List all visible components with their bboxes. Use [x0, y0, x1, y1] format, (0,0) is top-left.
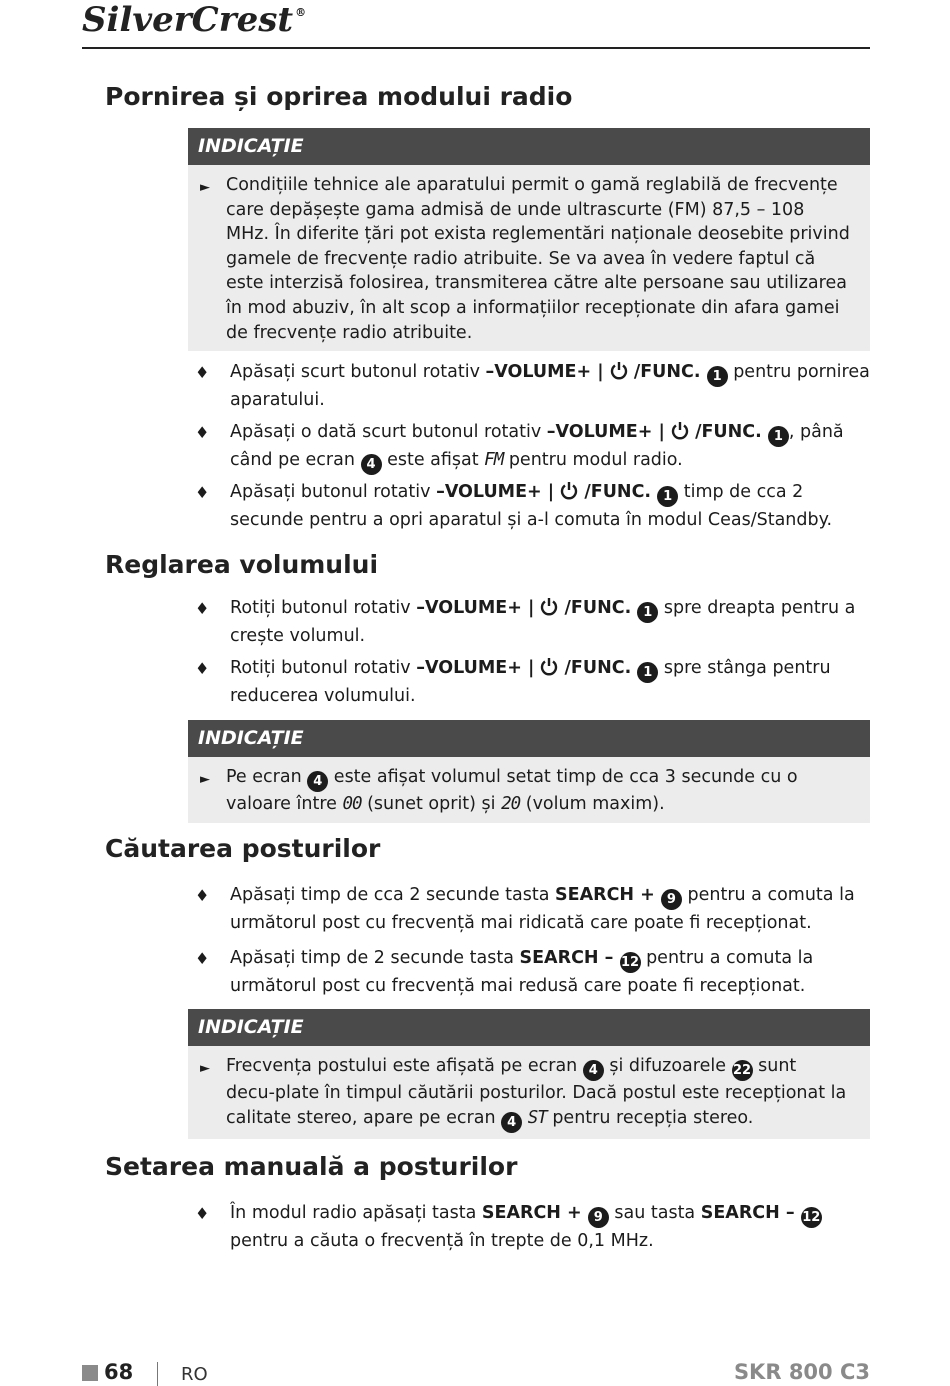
list-item: ♦ Apăsați butonul rotativ –VOLUME+ | /FUNC. 1 timp de cca 2 secunde pentru a opri aparatul și a-l comuta în modul Ceas/Standby.: [195, 479, 875, 534]
callout-number: 12: [801, 1207, 822, 1228]
callout-number: 1: [768, 426, 789, 447]
note-box-search: INDICAȚIE ► Frecvența postului este afișată pe ecran 4 și difuzoarele 22 sunt decu-plate în timpul căutării posturilor. Dacă postul este recepționat la calitate stereo, apare pe ecran 4 ST pentru recepția stereo.: [188, 1009, 870, 1139]
diamond-icon: ♦: [195, 949, 210, 968]
lcd-text: 00: [342, 794, 362, 814]
callout-number: 1: [707, 366, 728, 387]
lcd-text: 20: [501, 794, 521, 814]
callout-number: 12: [620, 952, 641, 973]
list-item: ♦ Apăsați timp de cca 2 secunde tasta SEARCH + 9 pentru a comuta la următorul post cu frecvență mai ridicată care poate fi recepționat.: [195, 882, 875, 937]
lcd-text: ST: [527, 1107, 547, 1128]
list-item: ♦ Rotiți butonul rotativ –VOLUME+ | /FUNC. 1 spre dreapta pentru a crește volumul.: [195, 595, 875, 650]
list-item: ♦ Apăsați timp de 2 secunde tasta SEARCH – 12 pentru a comuta la următorul post cu frecvență mai redusă care poate fi recepționat.: [195, 945, 875, 1000]
note-label: INDICAȚIE: [188, 720, 870, 757]
list-item: ♦ Apăsați scurt butonul rotativ –VOLUME+ | /FUNC. 1 pentru pornirea aparatului.: [195, 359, 875, 414]
language-code: RO: [181, 1364, 208, 1385]
diamond-icon: ♦: [195, 1204, 210, 1223]
section-title-manual: Setarea manuală a posturilor: [105, 1152, 518, 1181]
brand-logo: SilverCrest ®: [82, 0, 307, 40]
callout-number: 4: [361, 454, 382, 475]
callout-number: 4: [583, 1060, 604, 1081]
model-name: SKR 800 C3: [733, 1360, 870, 1384]
triangle-right-icon: ►: [200, 180, 210, 195]
diamond-icon: ♦: [195, 483, 210, 502]
diamond-icon: ♦: [195, 363, 210, 382]
callout-number: 4: [501, 1112, 522, 1133]
diamond-icon: ♦: [195, 886, 210, 905]
power-icon: [540, 597, 558, 616]
callout-number: 1: [637, 602, 658, 623]
footer-divider: [157, 1362, 158, 1386]
section-title-volume: Reglarea volumului: [105, 550, 379, 579]
triangle-right-icon: ►: [200, 772, 210, 787]
note-text: Condițiile tehnice ale aparatului permit o gamă reglabilă de frecvențe care depășește gama admisă de unde ultrascurte (FM) 87,5 – 108 MHz. În diferite țări pot exista reglementări naționale deosebite privind gamele de frecvențe radio atribuite. Se va avea în vedere faptul că este interzisă folosirea, transmiterea către alte persoane sau utilizarea în mod abuziv, în alt scop a informațiilor recepționate din afara gamei de frecvențe radio atribuite.: [226, 175, 850, 343]
note-box-volume: INDICAȚIE ► Pe ecran 4 este afișat volumul setat timp de cca 3 secunde cu o valoare între 00 (sunet oprit) și 20 (volum maxim).: [188, 720, 870, 823]
note-box-frequency: [188, 128, 870, 351]
section-title-search: Căutarea posturilor: [105, 834, 381, 863]
callout-number: 4: [307, 771, 328, 792]
diamond-icon: ♦: [195, 423, 210, 442]
diamond-icon: ♦: [195, 659, 210, 678]
diamond-icon: ♦: [195, 599, 210, 618]
note-label: INDICAȚIE: [188, 128, 870, 165]
list-item: ♦ Rotiți butonul rotativ –VOLUME+ | /FUNC. 1 spre stânga pentru reducerea volumului.: [195, 655, 875, 710]
note-label: INDICAȚIE: [188, 1009, 870, 1046]
footer-square-icon: [82, 1365, 98, 1381]
list-item: ♦ Apăsați o dată scurt butonul rotativ –VOLUME+ | /FUNC. 1 , până când pe ecran 4 este afișat FM pentru modul radio.: [195, 419, 875, 475]
power-icon: [671, 421, 689, 440]
callout-number: 9: [588, 1207, 609, 1228]
page-number: 68: [104, 1360, 134, 1384]
header-rule: [82, 47, 870, 49]
power-icon: [540, 657, 558, 676]
power-icon: [560, 481, 578, 500]
section-title-radio-on-off: Pornirea și oprirea modului radio: [105, 82, 573, 111]
power-icon: [610, 361, 628, 380]
list-item: ♦ În modul radio apăsați tasta SEARCH + 9 sau tasta SEARCH – 12 pentru a căuta o frecvență în trepte de 0,1 MHz.: [195, 1200, 875, 1255]
triangle-right-icon: ►: [200, 1061, 210, 1076]
callout-number: 1: [657, 486, 678, 507]
lcd-text: FM: [484, 450, 504, 470]
callout-number: 9: [661, 889, 682, 910]
callout-number: 22: [732, 1060, 753, 1081]
callout-number: 1: [637, 662, 658, 683]
